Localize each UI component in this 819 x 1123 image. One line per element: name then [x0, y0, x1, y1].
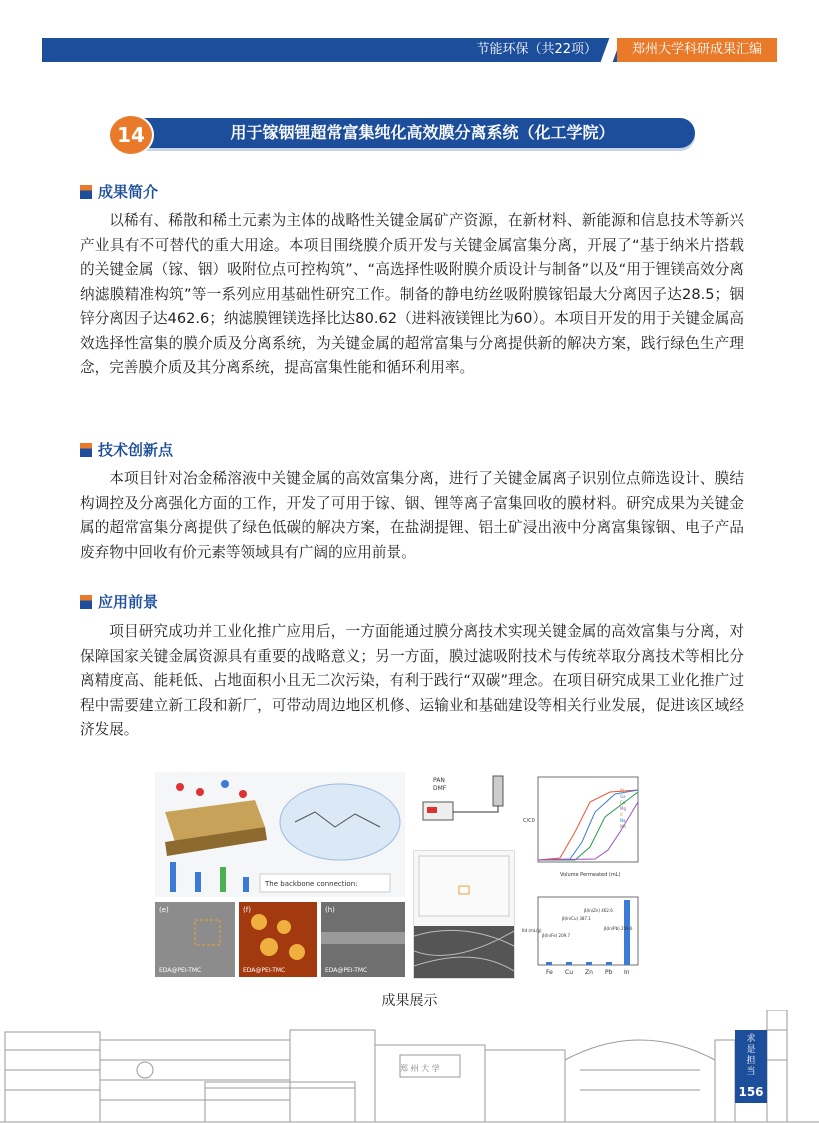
annotation: β(In/Cu) 387.1 — [562, 916, 591, 921]
annotation: β(In/Pb) 259.6 — [604, 926, 633, 931]
section-heading-innovation — [80, 440, 173, 460]
bar — [566, 962, 572, 965]
legend-item: Mn — [620, 824, 626, 829]
tick-label: Cu — [565, 969, 573, 976]
gate-text: 郑 州 大 学 — [400, 1064, 440, 1073]
motto-char: 担 — [746, 1056, 756, 1066]
electrospinning-device — [413, 772, 513, 842]
x-axis-label: Volume Permeated (mL) — [560, 872, 621, 878]
tick-label: Zn — [585, 969, 593, 976]
tick-label: Fe — [546, 969, 553, 976]
project-title-bar — [110, 118, 695, 148]
sem-image-h — [321, 902, 405, 977]
sem-image-e — [155, 902, 235, 977]
ion-dot — [176, 783, 184, 791]
legend-item: Ga — [620, 794, 626, 799]
campus-line-art — [0, 1010, 819, 1123]
legend-item: Mg — [620, 806, 626, 811]
sem-label: EDA@PEI-TMC — [243, 967, 286, 974]
section-marker-icon — [80, 595, 92, 609]
line-chart-svg — [520, 772, 645, 882]
section-heading-application — [80, 592, 158, 612]
bar — [606, 962, 612, 965]
motto — [735, 1034, 767, 1078]
figure-caption: 成果展示 — [381, 993, 438, 1009]
y-axis-label: Kd (mL/g) — [522, 928, 542, 933]
membrane-schematic-drawing — [155, 772, 405, 897]
bar — [624, 900, 630, 965]
legend-item: Na — [620, 818, 626, 823]
bar — [546, 962, 552, 965]
section-heading-text: 成果简介 — [98, 183, 159, 201]
annotation: β(In/Fe) 209.7 — [542, 933, 571, 938]
selectivity-bar-chart — [520, 892, 645, 982]
backbone-label: The backbone connection: — [265, 880, 358, 888]
page-number: 156 — [738, 1085, 764, 1099]
bar — [220, 867, 226, 892]
molecule-zoom — [280, 784, 400, 860]
panel-label: (e) — [159, 906, 169, 914]
section-text-innovation: 本项目针对冶金稀溶液中关键金属的高效富集分离，进行了关键金属离子识别位点筛选设计、膜结构调控及分离强化方面的工作，开发了可用于镓、铟、锂等离子富集回收的膜材料。研究成果为关键金属的超常富集分离提供了绿色低碳的解决方案，在盐湖提锂、铝土矿浸出液中分离富集镓铟、电子产品废弃物中回收有价元素等领域具有广阔的应用前景。 — [80, 470, 744, 561]
legend-item: K — [620, 812, 623, 817]
project-number-badge: 14 — [108, 114, 154, 156]
membrane-photo — [413, 850, 515, 979]
tick-label: In — [624, 969, 630, 976]
ion-dot — [196, 788, 204, 796]
section-heading-text: 应用前景 — [98, 593, 159, 611]
bar — [243, 877, 249, 892]
bar — [195, 872, 201, 892]
section-text-application: 项目研究成功并工业化推广应用后，一方面能通过膜分离技术实现关键金属的高效富集与分离，对保障国家关键金属资源具有重要的战略意义；另一方面，膜过滤吸附技术与传统萃取分离技术等相比分离精度高、能耗低、占地面积小且无二次污染，有利于践行“双碳”理念。在项目研究成果工业化推广过程中需要建立新工段和新厂，可带动周边地区机修、运输业和基础建设等相关行业发展，促进该区域经济发展。 — [80, 623, 744, 738]
panel-label: (h) — [325, 906, 335, 914]
syringe — [493, 776, 503, 806]
sem-texture — [155, 902, 235, 977]
sem-cross-section — [321, 902, 405, 977]
bar — [170, 862, 176, 892]
sem-image-f — [239, 902, 317, 977]
ion-dot — [221, 780, 229, 788]
ion-dot — [239, 790, 247, 798]
section-text-intro: 以稀有、稀散和稀土元素为主体的战略性关键金属矿产资源，在新材料、新能源和信息技术等新兴产业具有不可替代的重大用途。本项目围绕膜介质开发与关键金属富集分离，开展了“基于纳米片搭载的关键金属（镓、铟）吸附位点可控构筑”、“高选择性吸附膜介质设计与制备”以及“用于锂镁高效分离纳滤膜精准构筑”等一系列应用基础性研究工作。制备的静电纺丝吸附膜镓铝最大分离因子达28.5；铟锌分离因子达462.6；纳滤膜锂镁选择比达80.62（进料液镁锂比为60）。本项目开发的用于关键金属高效选择性富集的膜介质及分离系统，为关键金属的超常富集与分离提供新的解决方案，践行绿色生产理念，完善膜介质及其分离系统，提高富集性能和循环利用率。 — [80, 212, 744, 376]
annotation: β(In/Zn) 462.6 — [584, 908, 613, 913]
membrane-photo-drawing — [414, 851, 514, 978]
page-box — [735, 1030, 767, 1103]
motto-char: 求 — [746, 1034, 756, 1044]
motto-char: 当 — [746, 1067, 756, 1077]
header-section: 节能环保（共22项） — [476, 42, 597, 57]
afm-texture — [239, 902, 317, 977]
tick-label: Pb — [605, 969, 613, 976]
device-label: DMF — [433, 785, 447, 792]
header-collection: 郑州大学科研成果汇编 — [617, 38, 777, 62]
breakthrough-line-chart — [520, 772, 645, 882]
section-marker-icon — [80, 185, 92, 199]
bar-chart-svg — [520, 892, 645, 982]
legend-item: Al — [620, 788, 624, 793]
device-drawing — [413, 772, 513, 842]
y-axis-label: C/C0 — [523, 818, 535, 824]
project-title: 用于镓铟锂超常富集纯化高效膜分离系统（化工学院） — [230, 123, 615, 142]
legend-item: Cu — [620, 800, 626, 805]
motto-char: 是 — [746, 1045, 756, 1055]
section-marker-icon — [80, 443, 92, 457]
panel-label: (f) — [243, 906, 251, 914]
section-heading-text: 技术创新点 — [98, 441, 174, 459]
header-bar — [42, 38, 777, 62]
membrane-schematic — [155, 772, 405, 897]
sem-label: EDA@PEI-TMC — [325, 967, 368, 974]
bar — [586, 962, 592, 965]
section-heading-intro — [80, 182, 158, 202]
device-label: PAN — [433, 777, 445, 784]
results-figure — [155, 772, 645, 982]
sem-label: EDA@PEI-TMC — [159, 967, 202, 974]
